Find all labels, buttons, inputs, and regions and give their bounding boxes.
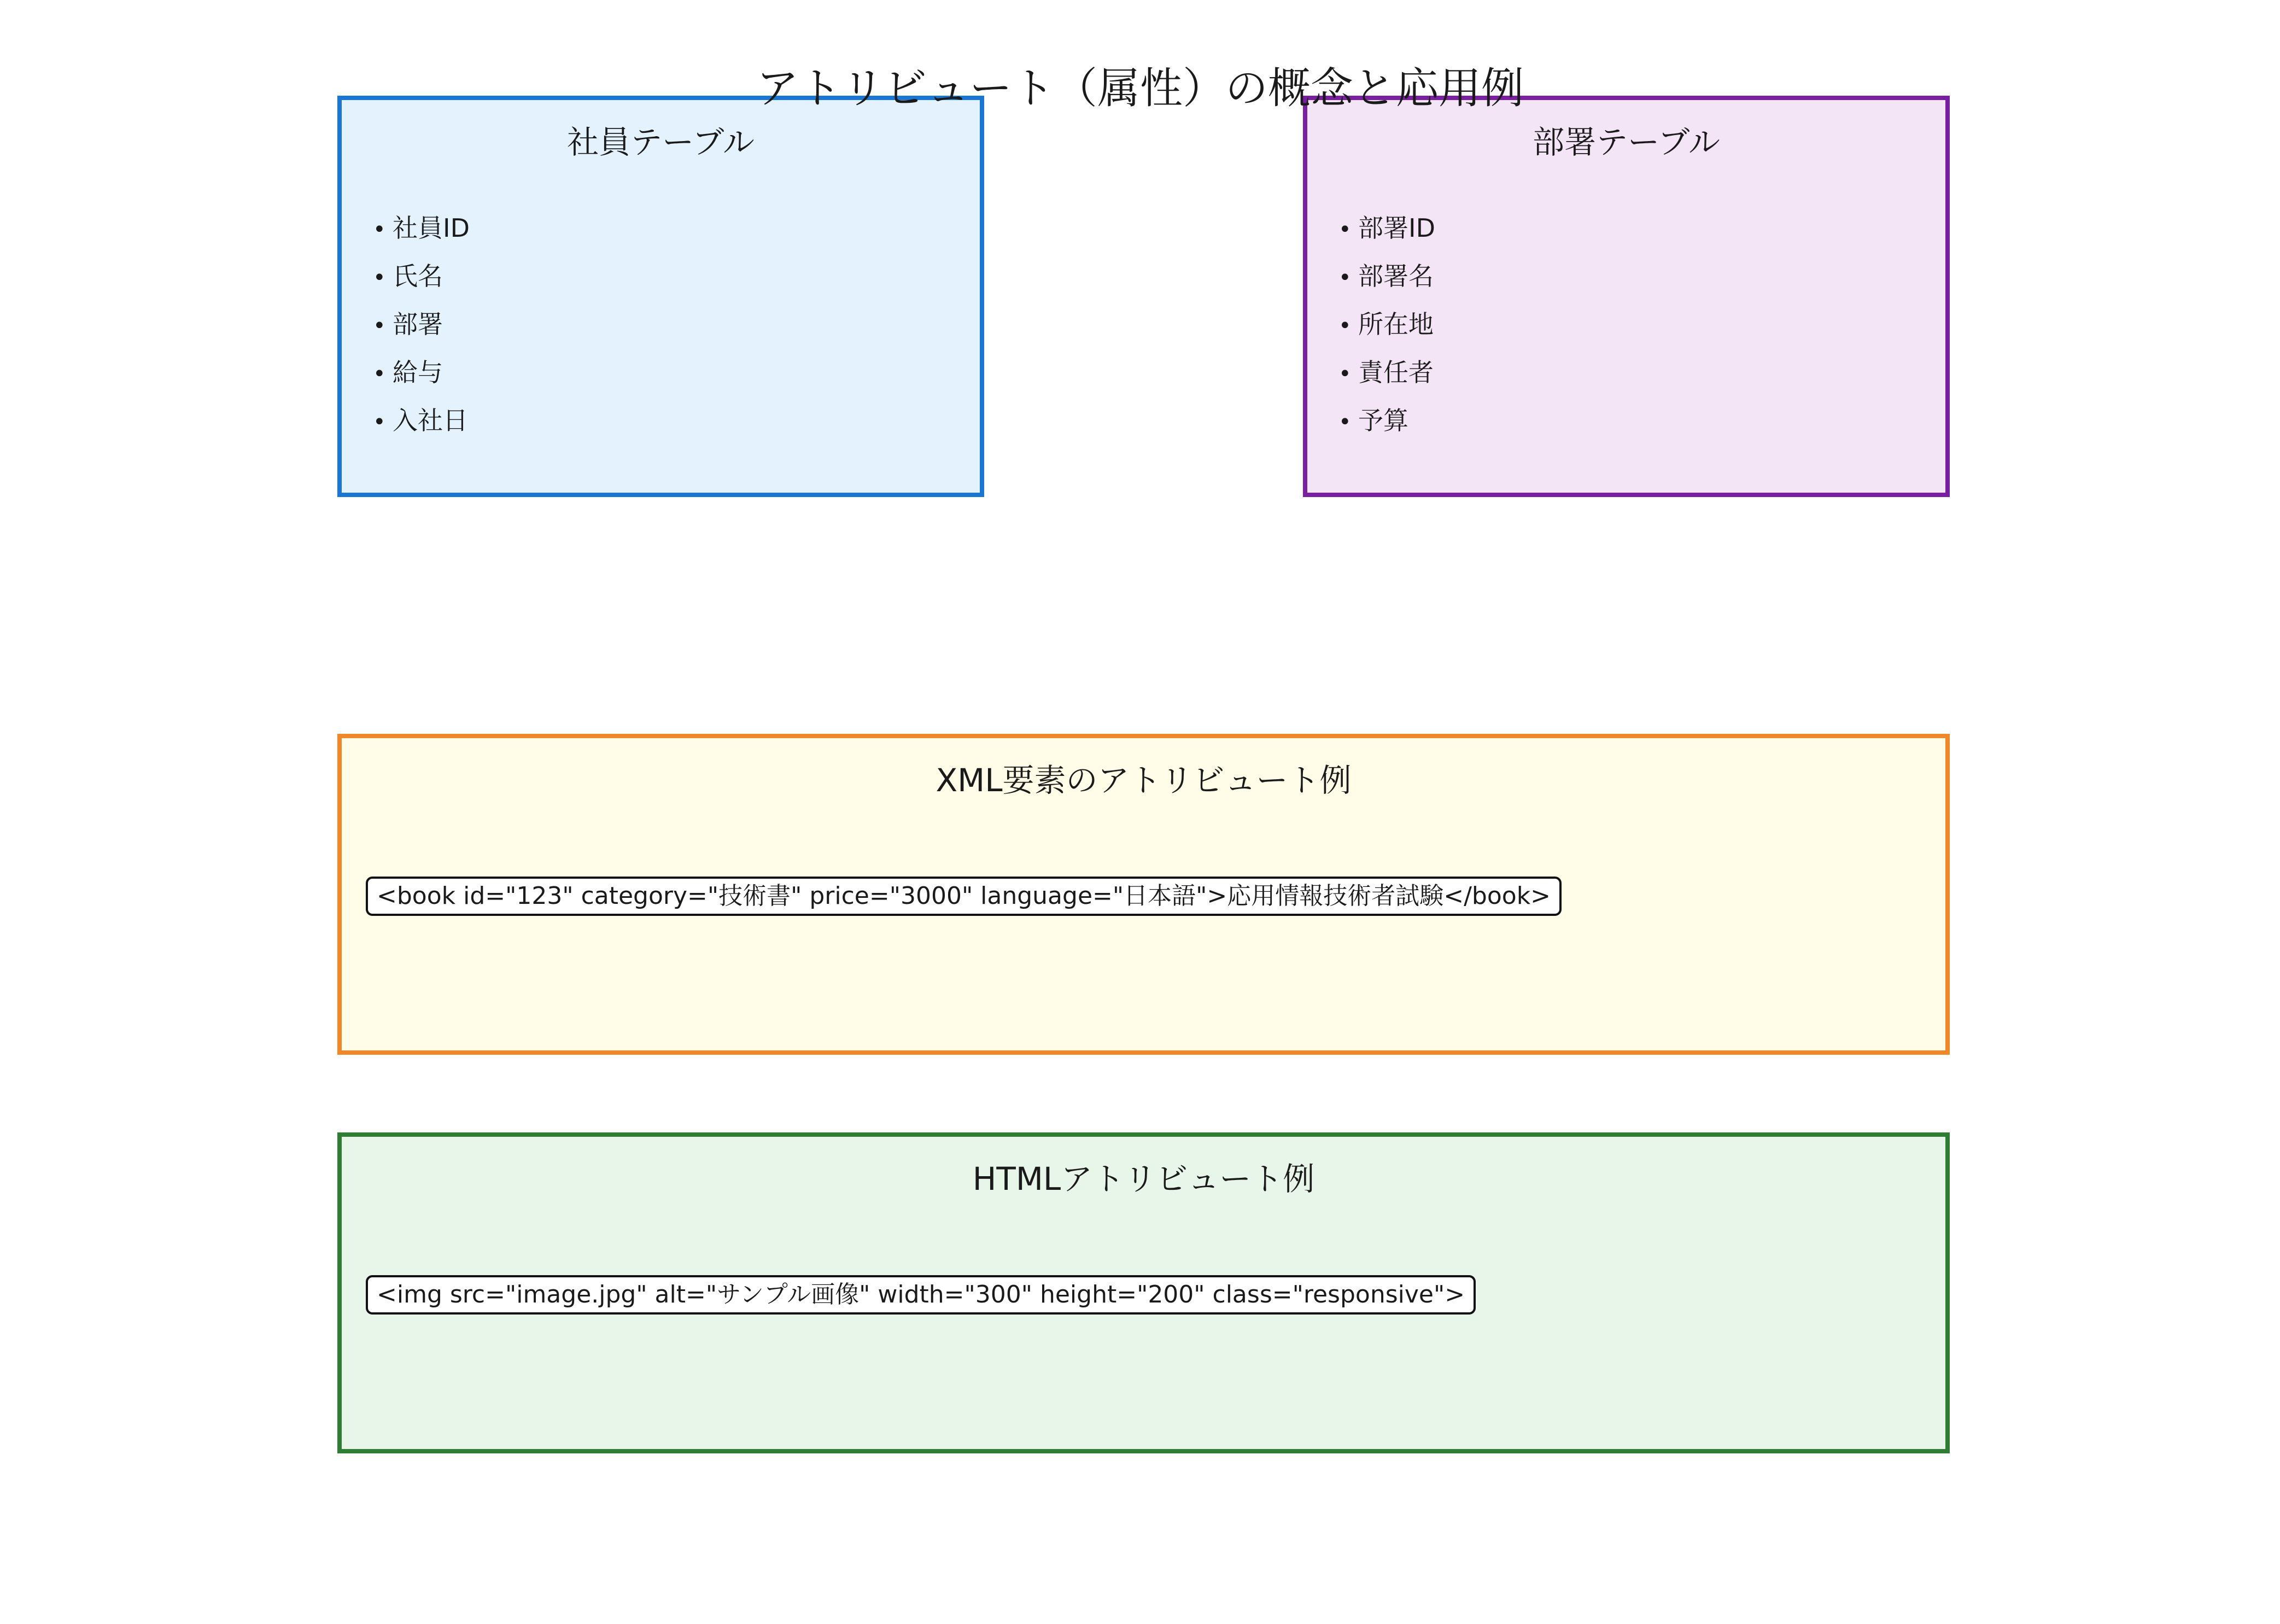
bullet-icon: • [1338,361,1352,387]
html-example-box [337,1132,1950,1453]
xml-example-box [337,734,1950,1055]
bullet-icon: • [373,265,386,290]
department-attribute: 部署ID [1358,213,1435,243]
department-attribute-list [1338,204,1435,445]
bullet-icon: • [1338,217,1352,242]
department-attribute: 部署名 [1358,261,1434,291]
list-item [1338,396,1435,445]
employee-attribute: 部署 [393,309,443,339]
xml-example-title: XML要素のアトリビュート例 [936,762,1352,799]
department-table-title: 部署テーブル [1533,124,1720,161]
employee-table-title: 社員テーブル [567,124,755,161]
page-title: アトリビュート（属性）の概念と応用例 [756,64,1524,113]
xml-code-snippet: <book id="123" category="技術書" price="3000" language="日本語">応用情報技術者試験</book> [366,877,1562,916]
employee-attribute: 社員ID [393,213,470,243]
bullet-icon: • [373,217,386,242]
employee-table-box [337,96,984,497]
department-attribute: 予算 [1358,406,1408,435]
employee-attribute: 氏名 [393,261,443,291]
list-item [373,348,470,396]
list-item [373,300,470,348]
list-item [1338,252,1435,300]
list-item [373,204,470,252]
employee-attribute: 給与 [393,358,443,387]
list-item [1338,300,1435,348]
department-table-box [1303,96,1950,497]
bullet-icon: • [1338,265,1352,290]
department-attribute: 責任者 [1358,358,1434,387]
bullet-icon: • [1338,410,1352,435]
bullet-icon: • [373,410,386,435]
list-item [373,396,470,445]
list-item [1338,204,1435,252]
employee-attribute: 入社日 [393,406,468,435]
html-example-title: HTMLアトリビュート例 [972,1160,1315,1197]
list-item [1338,348,1435,396]
html-code-snippet: <img src="image.jpg" alt="サンプル画像" width="300" height="200" class="responsive"> [366,1275,1476,1315]
employee-attribute-list [373,204,470,445]
bullet-icon: • [1338,313,1352,338]
department-attribute: 所在地 [1358,309,1434,339]
bullet-icon: • [373,361,386,387]
list-item [373,252,470,300]
bullet-icon: • [373,313,386,338]
